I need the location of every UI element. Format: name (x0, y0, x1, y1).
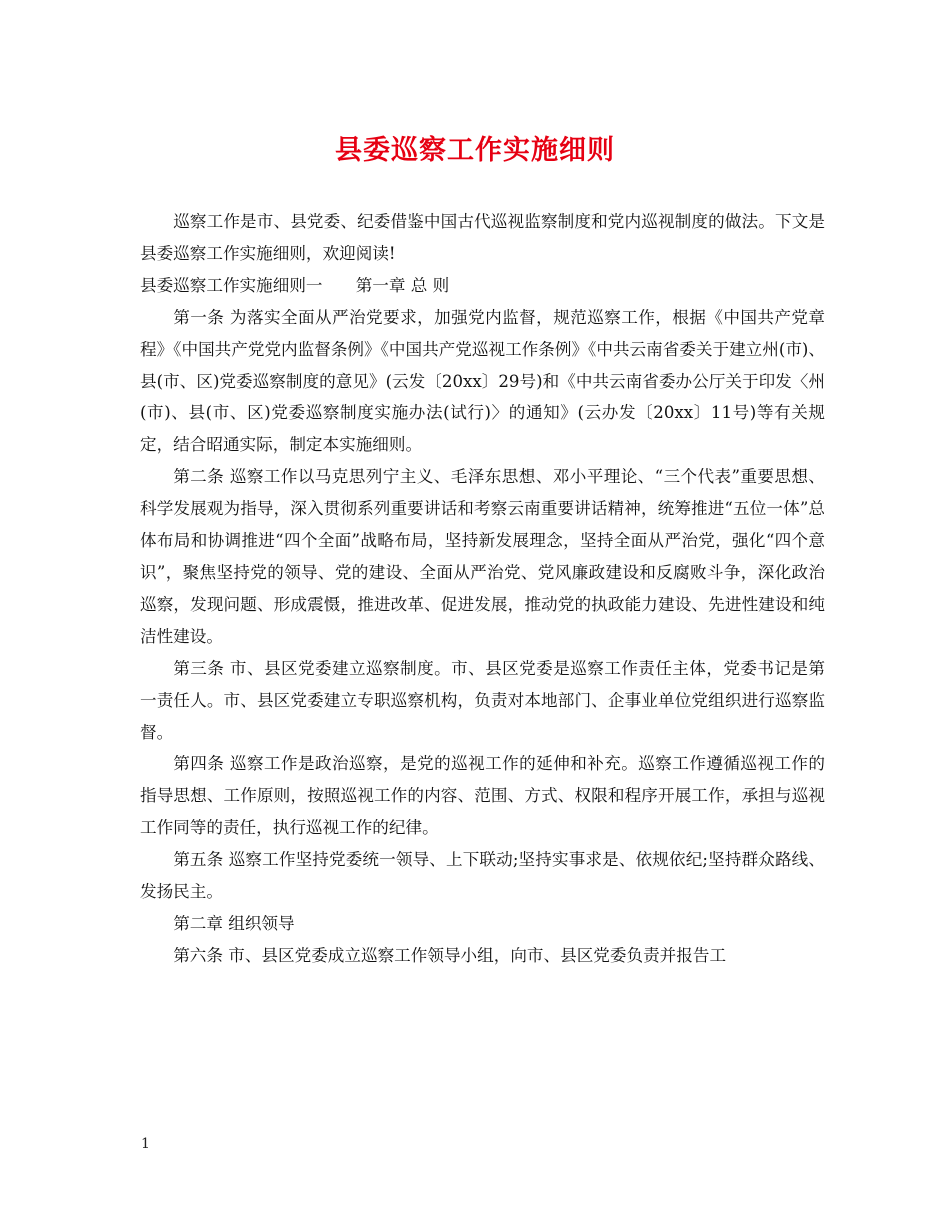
paragraph-heading-chapter-one: 县委巡察工作实施细则一 第一章 总 则 (140, 275, 450, 295)
paragraph-article-4: 第四条 巡察工作是政治巡察，是党的巡视工作的延伸和补充。巡察工作遵循巡视工作的指导思想、工作原则，按照巡视工作的内容、范围、方式、权限和程序开展工作，承担与巡视工作同等的责任，执行巡视工作的纪律。 (140, 754, 825, 838)
paragraph-article-2: 第二条 巡察工作以马克思列宁主义、毛泽东思想、邓小平理论、“三个代表”重要思想、科学发展观为指导，深入贯彻系列重要讲话和考察云南重要讲话精神，统筹推进“五位一体”总体布局和协调推进“四个全面”战略布局，坚持新发展理念，坚持全面从严治党，强化“四个意识”，聚焦坚持党的领导、党的建设、全面从严治党、党风廉政建设和反腐败斗争，深化政治巡察，发现问题、形成震慑，推进改革、促进发展，推动党的执政能力建设、先进性建设和纯洁性建设。 (140, 467, 825, 646)
document-body (140, 206, 825, 972)
document-title: 县委巡察工作实施细则 (335, 135, 615, 166)
paragraph-article-6: 第六条 市、县区党委成立巡察工作领导小组，向市、县区党委负责并报告工 (173, 945, 727, 965)
paragraph-article-5: 第五条 巡察工作坚持党委统一领导、上下联动;坚持实事求是、依规依纪;坚持群众路线、发扬民主。 (140, 850, 825, 902)
paragraph-article-3: 第三条 市、县区党委建立巡察制度。市、县区党委是巡察工作责任主体，党委书记是第一责任人。市、县区党委建立专职巡察机构，负责对本地部门、企事业单位党组织进行巡察监督。 (140, 658, 825, 742)
paragraph-chapter-2-heading: 第二章 组织领导 (173, 913, 295, 933)
paragraph-intro: 巡察工作是市、县党委、纪委借鉴中国古代巡视监察制度和党内巡视制度的做法。下文是县委巡察工作实施细则，欢迎阅读! (140, 212, 825, 263)
paragraph-article-1: 第一条 为落实全面从严治党要求，加强党内监督，规范巡察工作，根据《中国共产党章程》《中国共产党党内监督条例》《中国共产党巡视工作条例》《中共云南省委关于建立州(市)、县(市、区)党委巡察制度的意见》(云发〔20xx〕29号)和《中共云南省委办公厅关于印发〈州(市)、县(市、区)党委巡察制度实施办法(试行)〉的通知》(云办发〔20xx〕11号)等有关规定，结合昭通实际，制定本实施细则。 (140, 307, 825, 455)
page-number: 1 (141, 1136, 150, 1152)
